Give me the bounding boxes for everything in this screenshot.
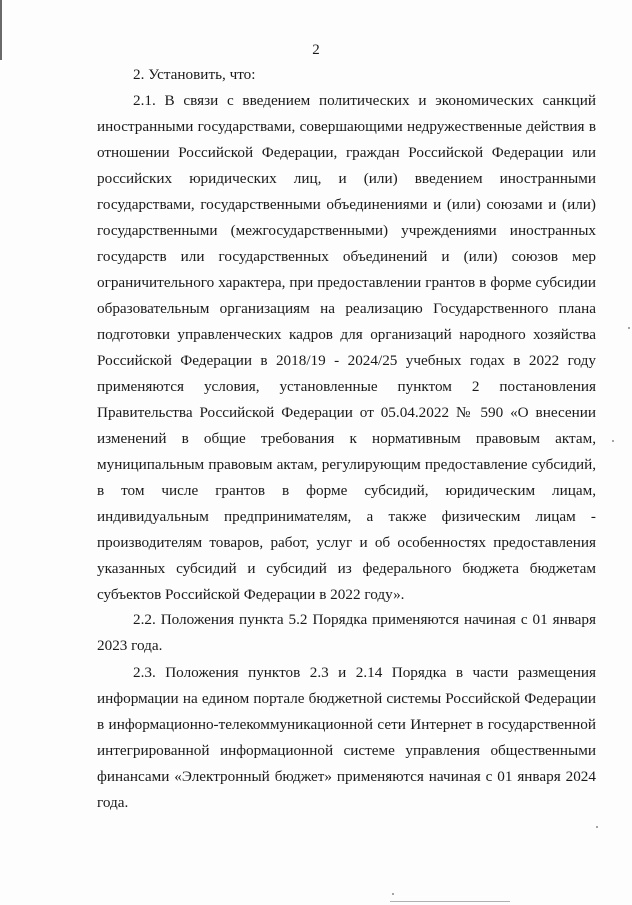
text-line: государственными (межгосударственными) учреждениями иностранных [97, 222, 596, 239]
text-line: применяются условия, установленные пунктом 2 постановления [97, 378, 596, 395]
text-line: изменений в общие требования к нормативным правовым актам, [97, 430, 596, 447]
scan-speck [628, 327, 630, 329]
scan-speck [612, 440, 614, 442]
text-line: финансами «Электронный бюджет» применяются начиная с 01 января 2024 [97, 768, 596, 785]
text-line: образовательным организациям на реализацию Государственного плана [97, 300, 596, 317]
text-line: субъектов Российской Федерации в 2022 году». [97, 586, 405, 603]
text-line: индивидуальным предпринимателям, а также физическим лицам - [97, 508, 596, 525]
text-line: 2.1. В связи с введением политических и экономических санкций [133, 92, 596, 109]
page-number: 2 [312, 42, 320, 58]
text-line: интегрированной информационной системе управления общественными [97, 742, 596, 759]
text-line: года. [97, 794, 129, 811]
text-line: 2.3. Положения пунктов 2.3 и 2.14 Порядка в части размещения [133, 664, 596, 681]
text-line: ограничительного характера, при предоставлении грантов в форме субсидии [97, 274, 596, 291]
text-line: подготовки управленческих кадров для организаций народного хозяйства [97, 326, 596, 343]
text-line: в том числе грантов в форме субсидий, юридическим лицам, [97, 482, 596, 499]
text-line: Правительства Российской Федерации от 05.04.2022 № 590 «О внесении [97, 404, 596, 421]
text-line: муниципальным правовым актам, регулирующим предоставление субсидий, [97, 456, 596, 473]
text-line: указанных субсидий и субсидий из федерального бюджета бюджетам [97, 560, 596, 577]
text-line: 2023 года. [97, 637, 163, 654]
scan-speck [596, 826, 598, 828]
text-line: производителям товаров, работ, услуг и об особенностях предоставления [97, 534, 596, 551]
text-line: информации на едином портале бюджетной системы Российской Федерации [97, 690, 596, 707]
scan-edge-mark-bottom [390, 901, 510, 902]
text-line: государствами, государственными объединениями и (или) союзами и (или) [97, 196, 596, 213]
scan-speck [392, 893, 394, 895]
text-line: государств или государственных объединений и (или) союзов мер [97, 248, 596, 265]
text-line: в информационно-телекоммуникационной сети Интернет в государственной [97, 716, 596, 733]
text-line: Российской Федерации в 2018/19 - 2024/25 учебных годах в 2022 году [97, 352, 596, 369]
text-line: 2. Установить, что: [133, 66, 256, 83]
text-line: 2.2. Положения пункта 5.2 Порядка применяются начиная с 01 января [133, 611, 596, 628]
text-line: российских юридических лиц, и (или) введением иностранными [97, 170, 596, 187]
text-line: иностранными государствами, совершающими недружественные действия в [97, 118, 596, 135]
text-line: отношении Российской Федерации, граждан Российской Федерации или [97, 144, 596, 161]
